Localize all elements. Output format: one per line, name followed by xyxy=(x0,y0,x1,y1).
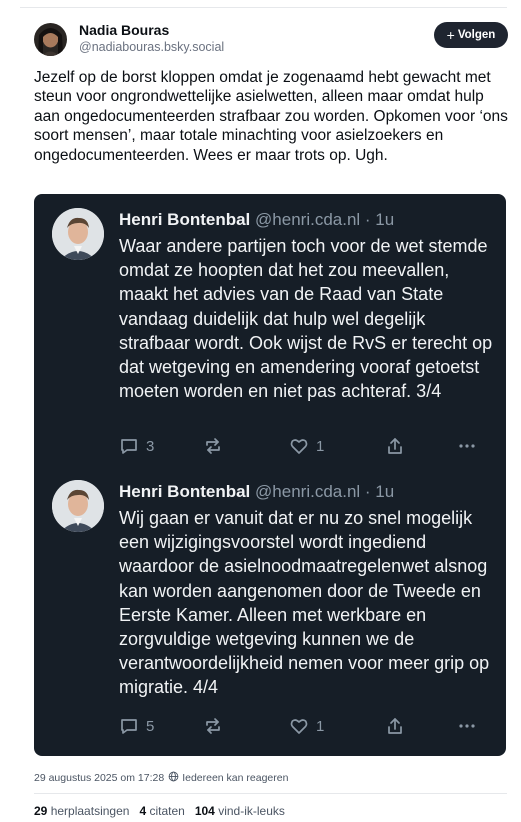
embedded-reply-text: Waar andere partijen toch voor de wet stemde omdat ze hoopten dat het zou meevallen, maakt het advies van de Raad van State vandaag duidelijk dat hulp wel degelijk strafbaar wordt. Ook wijst de RvS er terecht op dat wetgeving en amendering vooraf getoetst moeten worden en niet pas achteraf. 3/4 xyxy=(119,236,493,402)
repost-icon xyxy=(203,716,223,736)
reposts-count: 29 xyxy=(34,804,48,818)
author-name[interactable]: Nadia Bouras xyxy=(79,22,170,38)
reply-action xyxy=(119,716,154,736)
embedded-reply-header xyxy=(119,210,394,230)
like-action xyxy=(289,716,324,736)
reply-action xyxy=(119,436,154,456)
share-icon xyxy=(385,436,405,456)
top-divider xyxy=(20,7,507,8)
likes-stat[interactable] xyxy=(195,804,285,818)
share-action xyxy=(385,716,405,736)
follow-button-label: Volgen xyxy=(457,29,496,41)
reposts-label: herplaatsingen xyxy=(50,804,130,818)
repost-action xyxy=(203,716,223,736)
heart-icon xyxy=(289,716,309,736)
post-timestamp[interactable]: 29 augustus 2025 om 17:28 xyxy=(34,772,165,784)
embedded-image[interactable] xyxy=(34,194,506,756)
plus-icon: + xyxy=(446,27,455,43)
likes-count: 104 xyxy=(194,804,215,818)
reply-audience[interactable] xyxy=(168,771,288,785)
quotes-count: 4 xyxy=(139,804,147,818)
like-count: 1 xyxy=(316,717,325,735)
share-action xyxy=(385,436,405,456)
embedded-reply-text: Wij gaan er vanuit dat er nu zo snel mogelijk een wijzigingsvoorstel wordt ingediend waardoor de asielnoodmaatregelenwet alsnog kan worden aangenomen door de Tweede en Eerste Kamer. Alleen met werkbare en zorgvuldige wetgeving kunnen we de verantwoordelijkheid nemen voor meer grip op migratie. 4/4 xyxy=(119,508,490,698)
embedded-avatar xyxy=(52,208,104,260)
reply-audience-label: Iedereen kan reageren xyxy=(182,772,289,784)
footer-divider xyxy=(34,793,507,794)
embedded-reply xyxy=(34,204,506,466)
share-icon xyxy=(385,716,405,736)
reposts-stat[interactable] xyxy=(34,804,129,818)
likes-label: vind-ik-leuks xyxy=(218,804,285,818)
more-icon xyxy=(457,436,477,456)
post-text: Jezelf op de borst kloppen omdat je zogenaamd hebt gewacht met steun voor ongrondwettelijke asielwetten, alleen maar omdat hulp aan ongedocumenteerden strafbaar zou worden. Opkomen voor ‘ons soort mensen’, maar totale minachting voor asielzoekers en ongedocumenteerden. Wees er maar trots op. Ugh. xyxy=(34,69,508,164)
post-stats xyxy=(34,804,285,818)
like-count: 1 xyxy=(316,437,325,455)
embedded-author-name: Henri Bontenbal xyxy=(119,482,251,501)
quotes-stat[interactable] xyxy=(139,804,184,818)
repost-icon xyxy=(203,436,223,456)
quotes-label: citaten xyxy=(149,804,185,818)
globe-icon xyxy=(168,771,179,785)
embedded-author-meta: @henri.cda.nl · 1u xyxy=(255,210,395,229)
author-avatar[interactable] xyxy=(34,23,67,56)
author-handle[interactable]: @nadiabouras.bsky.social xyxy=(79,40,225,54)
more-action xyxy=(457,716,477,736)
embedded-action-bar xyxy=(119,436,499,460)
follow-button[interactable] xyxy=(434,22,508,48)
embedded-reply xyxy=(34,476,506,746)
comment-icon xyxy=(119,716,139,736)
more-icon xyxy=(457,716,477,736)
repost-action xyxy=(203,436,223,456)
embedded-author-meta: @henri.cda.nl · 1u xyxy=(255,482,395,501)
reply-count: 3 xyxy=(146,437,155,455)
embedded-action-bar xyxy=(119,716,499,740)
embedded-reply-header xyxy=(119,482,394,502)
post-footer-meta xyxy=(34,771,288,785)
post-header xyxy=(34,20,508,60)
comment-icon xyxy=(119,436,139,456)
embedded-avatar xyxy=(52,480,104,532)
like-action xyxy=(289,436,324,456)
reply-count: 5 xyxy=(146,717,155,735)
heart-icon xyxy=(289,436,309,456)
more-action xyxy=(457,436,477,456)
embedded-author-name: Henri Bontenbal xyxy=(119,210,251,229)
